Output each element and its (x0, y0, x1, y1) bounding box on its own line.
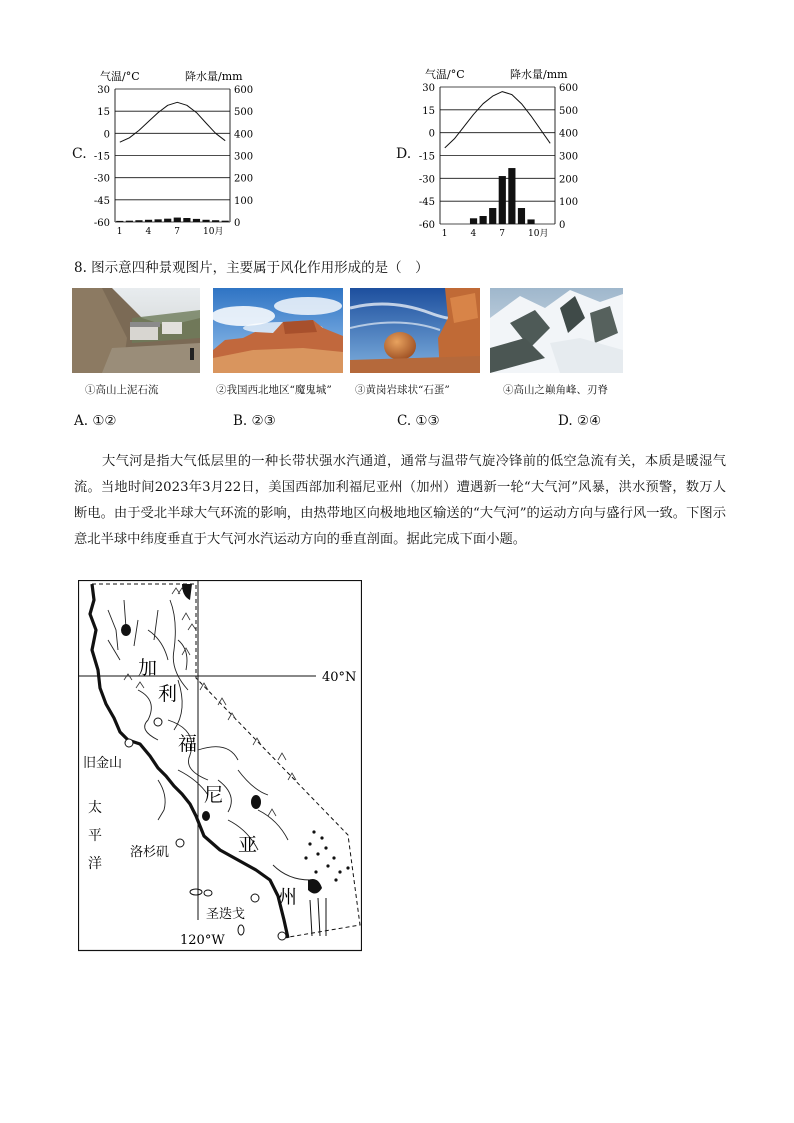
ocean-char-1: 太 (88, 800, 102, 816)
lake-coast (202, 811, 210, 821)
x-tick-label: 1 (116, 227, 123, 236)
precip-tick-label: 300 (559, 151, 579, 163)
temp-tick-label: 0 (103, 129, 110, 141)
precip-tick-label: 200 (234, 173, 254, 185)
precip-bar (202, 220, 209, 222)
climate-chart-d (395, 62, 595, 240)
precip-tick-label: 100 (234, 195, 254, 207)
lon-label: 120°W (180, 933, 225, 948)
photo-devil-city (213, 288, 343, 373)
precip-tick-label: 400 (559, 128, 579, 140)
state-char-5: 亚 (238, 834, 258, 856)
precip-bar (183, 218, 190, 222)
temp-axis-label: 气温/°C (100, 70, 140, 83)
photo-stone-egg (350, 288, 480, 373)
california-map (78, 580, 362, 952)
climate-chart-d-svg (395, 62, 595, 240)
option-a[interactable]: A. ①② (74, 413, 117, 429)
option-d-label[interactable]: D. (396, 146, 412, 162)
caption-photo-3: ③黄岗岩球状“石蛋” (355, 384, 450, 396)
state-char-2: 利 (158, 683, 178, 705)
precip-bar (212, 220, 219, 222)
state-char-6: 州 (278, 886, 298, 908)
temp-tick-label: -30 (93, 173, 110, 185)
state-char-3: 福 (178, 733, 198, 755)
precip-axis-label: 降水量/mm (185, 70, 243, 83)
ocean-char-3: 洋 (88, 856, 102, 872)
option-d[interactable]: D. ②④ (558, 413, 602, 429)
precip-tick-label: 200 (559, 174, 579, 186)
sf-marker (125, 739, 133, 747)
x-tick-label: 1 (441, 229, 448, 239)
precip-tick-label: 0 (559, 220, 566, 231)
precip-bar (489, 208, 496, 224)
temp-axis-label: 气温/°C (425, 68, 465, 81)
temp-tick-label: 15 (97, 107, 110, 119)
state-char-4: 尼 (204, 784, 224, 806)
precip-tick-label: 500 (234, 107, 254, 119)
reading-passage: 大气河是指大气低层里的一种长带状强水汽通道，通常与温带气旋冷锋前的低空急流有关，本质是暖湿气流。当地时间2023年3月22日，美国西部加利福尼亚州（加州）遭遇新一轮“大气河”风暴，洪水预警，数万人断电。由于受北半球大气环流的影响，由热带地区向极地地区输送的“大气河”的运动方向与盛行风一致。下图示意北半球中纬度垂直于大气河水汽运动方向的垂直剖面。据此完成下面小题。 (74, 454, 726, 547)
photo-horn-peak (490, 288, 623, 373)
option-c-label[interactable]: C. (72, 146, 87, 162)
california-map-svg (78, 580, 362, 952)
temp-tick-label: 30 (422, 83, 435, 94)
lat-label: 40°N (322, 670, 357, 685)
precip-tick-label: 0 (234, 218, 241, 229)
x-tick-label: 7 (499, 229, 506, 239)
precip-bar (193, 219, 200, 222)
question-8-stem: 8. 图示意四种景观图片，主要属于风化作用形成的是（ ） (74, 260, 429, 276)
precip-tick-label: 400 (234, 129, 254, 141)
temperature-curve (120, 102, 225, 142)
precip-bar (470, 218, 477, 224)
temp-tick-label: -60 (418, 220, 435, 231)
precip-tick-label: 500 (559, 105, 579, 117)
temp-tick-label: -30 (418, 174, 435, 186)
temp-tick-label: 15 (422, 105, 435, 117)
temp-tick-label: -45 (418, 197, 435, 209)
precip-axis-label: 降水量/mm (510, 68, 568, 81)
precip-bar (174, 218, 181, 222)
sd-marker (278, 932, 286, 940)
photo-mudslide (72, 288, 200, 373)
precip-bar (480, 216, 487, 224)
temp-tick-label: 30 (97, 85, 110, 96)
option-b[interactable]: B. ②③ (233, 413, 276, 429)
la-marker (176, 839, 184, 847)
x-tick-label: 4 (470, 229, 477, 239)
ocean-char-2: 平 (88, 828, 102, 844)
precip-bar (527, 219, 534, 224)
precip-bar (164, 219, 171, 222)
precip-tick-label: 600 (234, 85, 254, 96)
sd-label: 圣迭戈 (206, 907, 246, 922)
precip-bar (126, 221, 133, 222)
x-tick-label: 10月 (528, 229, 549, 239)
precip-bar (116, 221, 123, 222)
caption-photo-1: ①高山上泥石流 (85, 384, 159, 396)
precip-bar (135, 220, 142, 222)
caption-photo-4: ④高山之巅角峰、刃脊 (503, 384, 608, 396)
x-tick-label: 4 (145, 227, 152, 236)
city-marker-south (251, 894, 259, 902)
sf-label: 旧金山 (83, 756, 123, 771)
temperature-curve (445, 92, 550, 148)
precip-tick-label: 300 (234, 151, 254, 163)
precip-tick-label: 100 (559, 197, 579, 209)
precip-bar (145, 220, 152, 222)
lake-sierra (251, 795, 261, 809)
state-char-1: 加 (138, 657, 158, 679)
climate-chart-c-svg (70, 64, 270, 236)
precip-bar (499, 176, 506, 224)
temp-tick-label: -15 (418, 151, 435, 163)
precip-bar (222, 221, 229, 222)
precip-tick-label: 600 (559, 83, 579, 94)
temp-tick-label: -15 (93, 151, 110, 163)
x-tick-label: 10月 (203, 227, 224, 236)
precip-bar (155, 219, 162, 222)
temp-tick-label: -60 (93, 218, 110, 229)
la-label: 洛杉矶 (130, 845, 170, 860)
precip-bar (518, 208, 525, 224)
climate-chart-c (70, 64, 270, 236)
caption-photo-2: ②我国西北地区“魔鬼城” (216, 384, 332, 396)
option-c[interactable]: C. ①③ (397, 413, 440, 429)
lake-shasta (121, 624, 131, 636)
temp-tick-label: -45 (93, 195, 110, 207)
x-tick-label: 7 (174, 227, 181, 236)
city-marker-north (154, 718, 162, 726)
temp-tick-label: 0 (428, 128, 435, 140)
precip-bar (508, 168, 515, 224)
